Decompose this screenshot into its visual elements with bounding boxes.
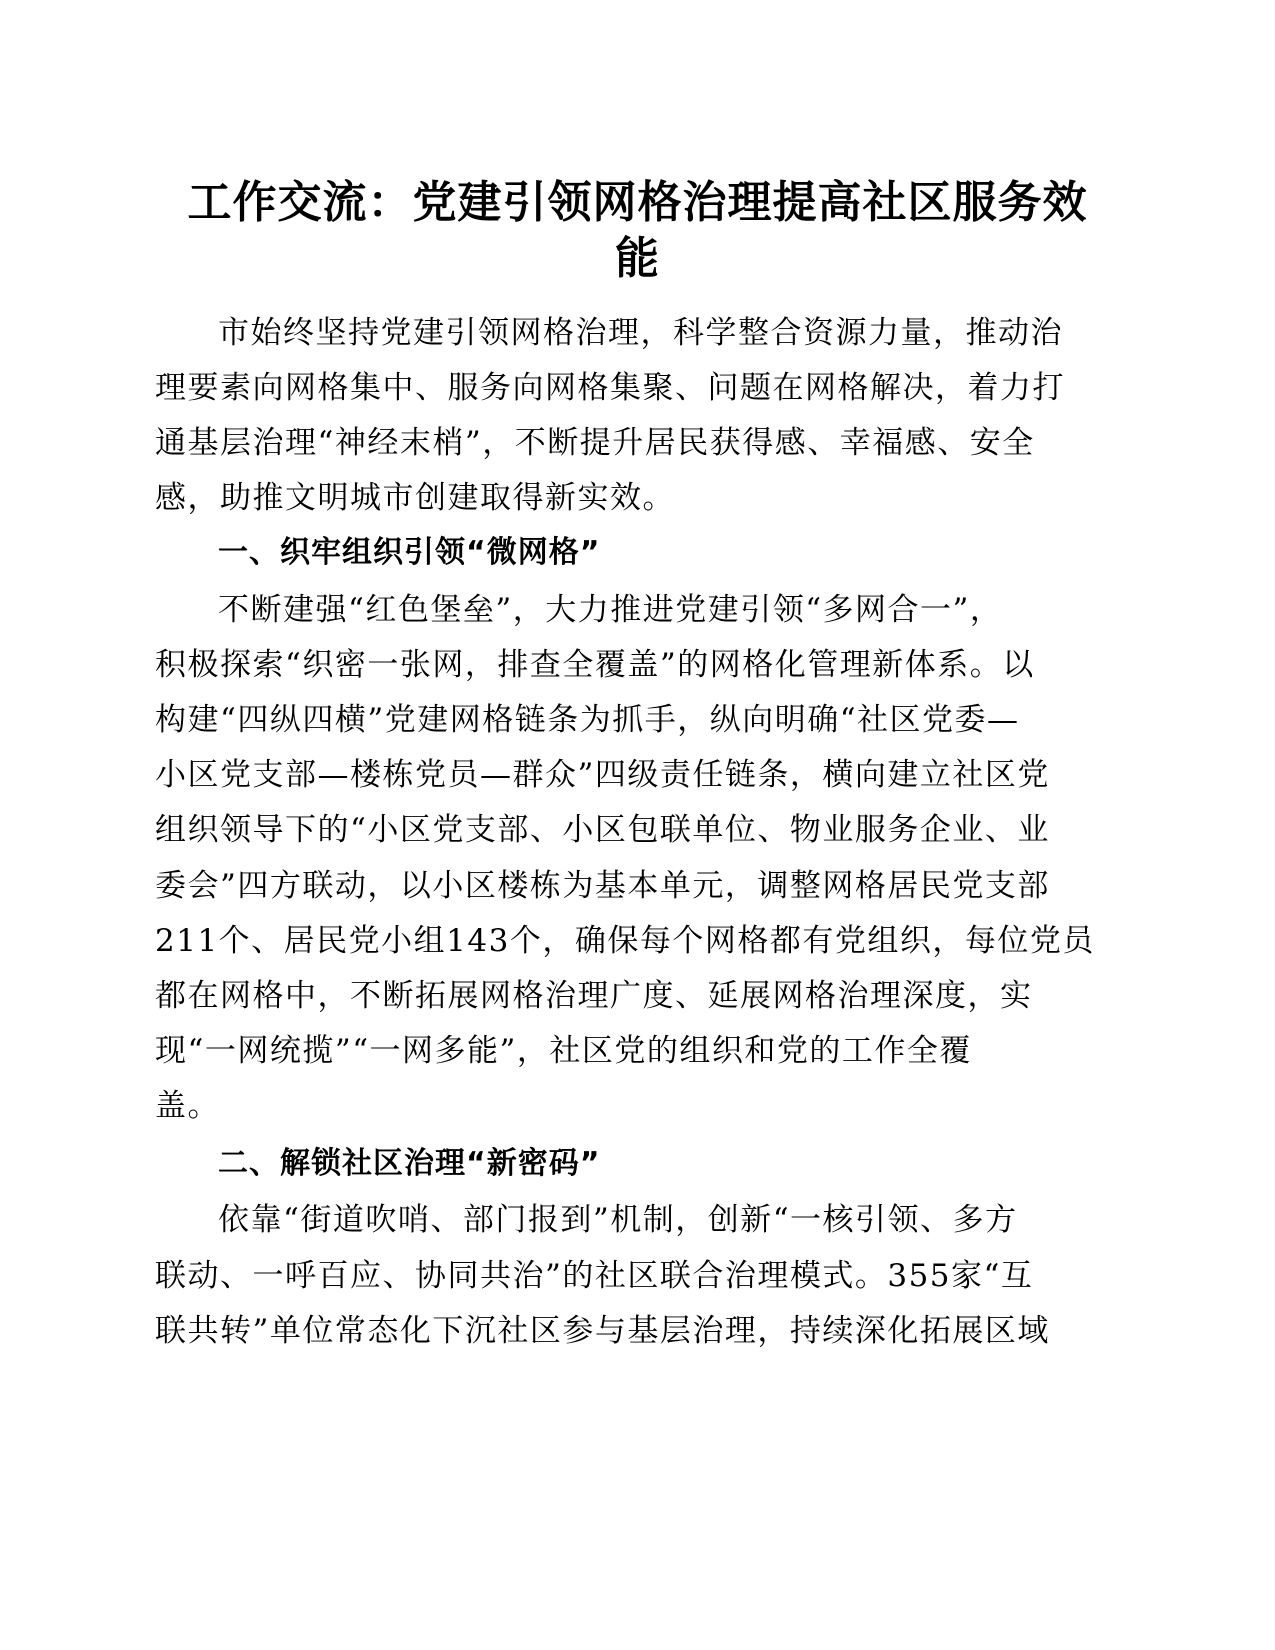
paragraph-line: 组织领导下的“小区党支部、小区包联单位、物业服务企业、业 [155,812,1050,848]
section-heading: 一、织牢组织引领“微网格” [218,535,601,570]
paragraph-line: 依靠“街道吹哨、部门报到”机制，创新“一核引领、多方 [218,1202,1018,1238]
page-title [150,175,1125,287]
title-line: 工作交流：党建引领网格治理提高社区服务效 [187,177,1088,228]
paragraph-line: 都在网格中，不断拓展网格治理广度、延展网格治理深度，实 [155,978,1033,1014]
paragraph-line: 211个、居民党小组143个，确保每个网格都有党组织，每位党员 [155,923,1095,959]
paragraph-line: 不断建强“红色堡垒”，大力推进党建引领“多网合一”， [218,592,1003,628]
intro-line: 通基层治理“神经末梢”，不断提升居民获得感、幸福感、安全 [155,425,1035,461]
paragraph-line: 积极探索“织密一张网，排查全覆盖”的网格化管理新体系。以 [155,647,1035,683]
paragraph-line: 构建“四纵四横”党建网格链条为抓手，纵向明确“社区党委— [155,702,1020,738]
paragraph-line: 委会”四方联动，以小区楼栋为基本单元，调整网格居民党支部 [155,868,1050,904]
section-heading: 二、解锁社区治理“新密码” [218,1146,601,1181]
intro-line: 理要素向网格集中、服务向网格集聚、问题在网格解决，着力打 [155,370,1065,406]
intro-line: 市始终坚持党建引领网格治理，科学整合资源力量，推动治 [218,315,1063,351]
paragraph-line: 现“一网统揽”“一网多能”，社区党的组织和党的工作全覆 [155,1033,972,1069]
paragraph-line: 联动、一呼百应、协同共治”的社区联合治理模式。355家“互 [155,1258,1034,1294]
intro-line: 感，助推文明城市创建取得新实效。 [155,480,675,516]
paragraph-line: 小区党支部—楼栋党员—群众”四级责任链条，横向建立社区党 [155,757,1050,793]
title-line: 能 [615,233,660,284]
paragraph-line: 联共转”单位常态化下沉社区参与基层治理，持续深化拓展区域 [155,1313,1050,1349]
paragraph-line: 盖。 [155,1088,220,1124]
